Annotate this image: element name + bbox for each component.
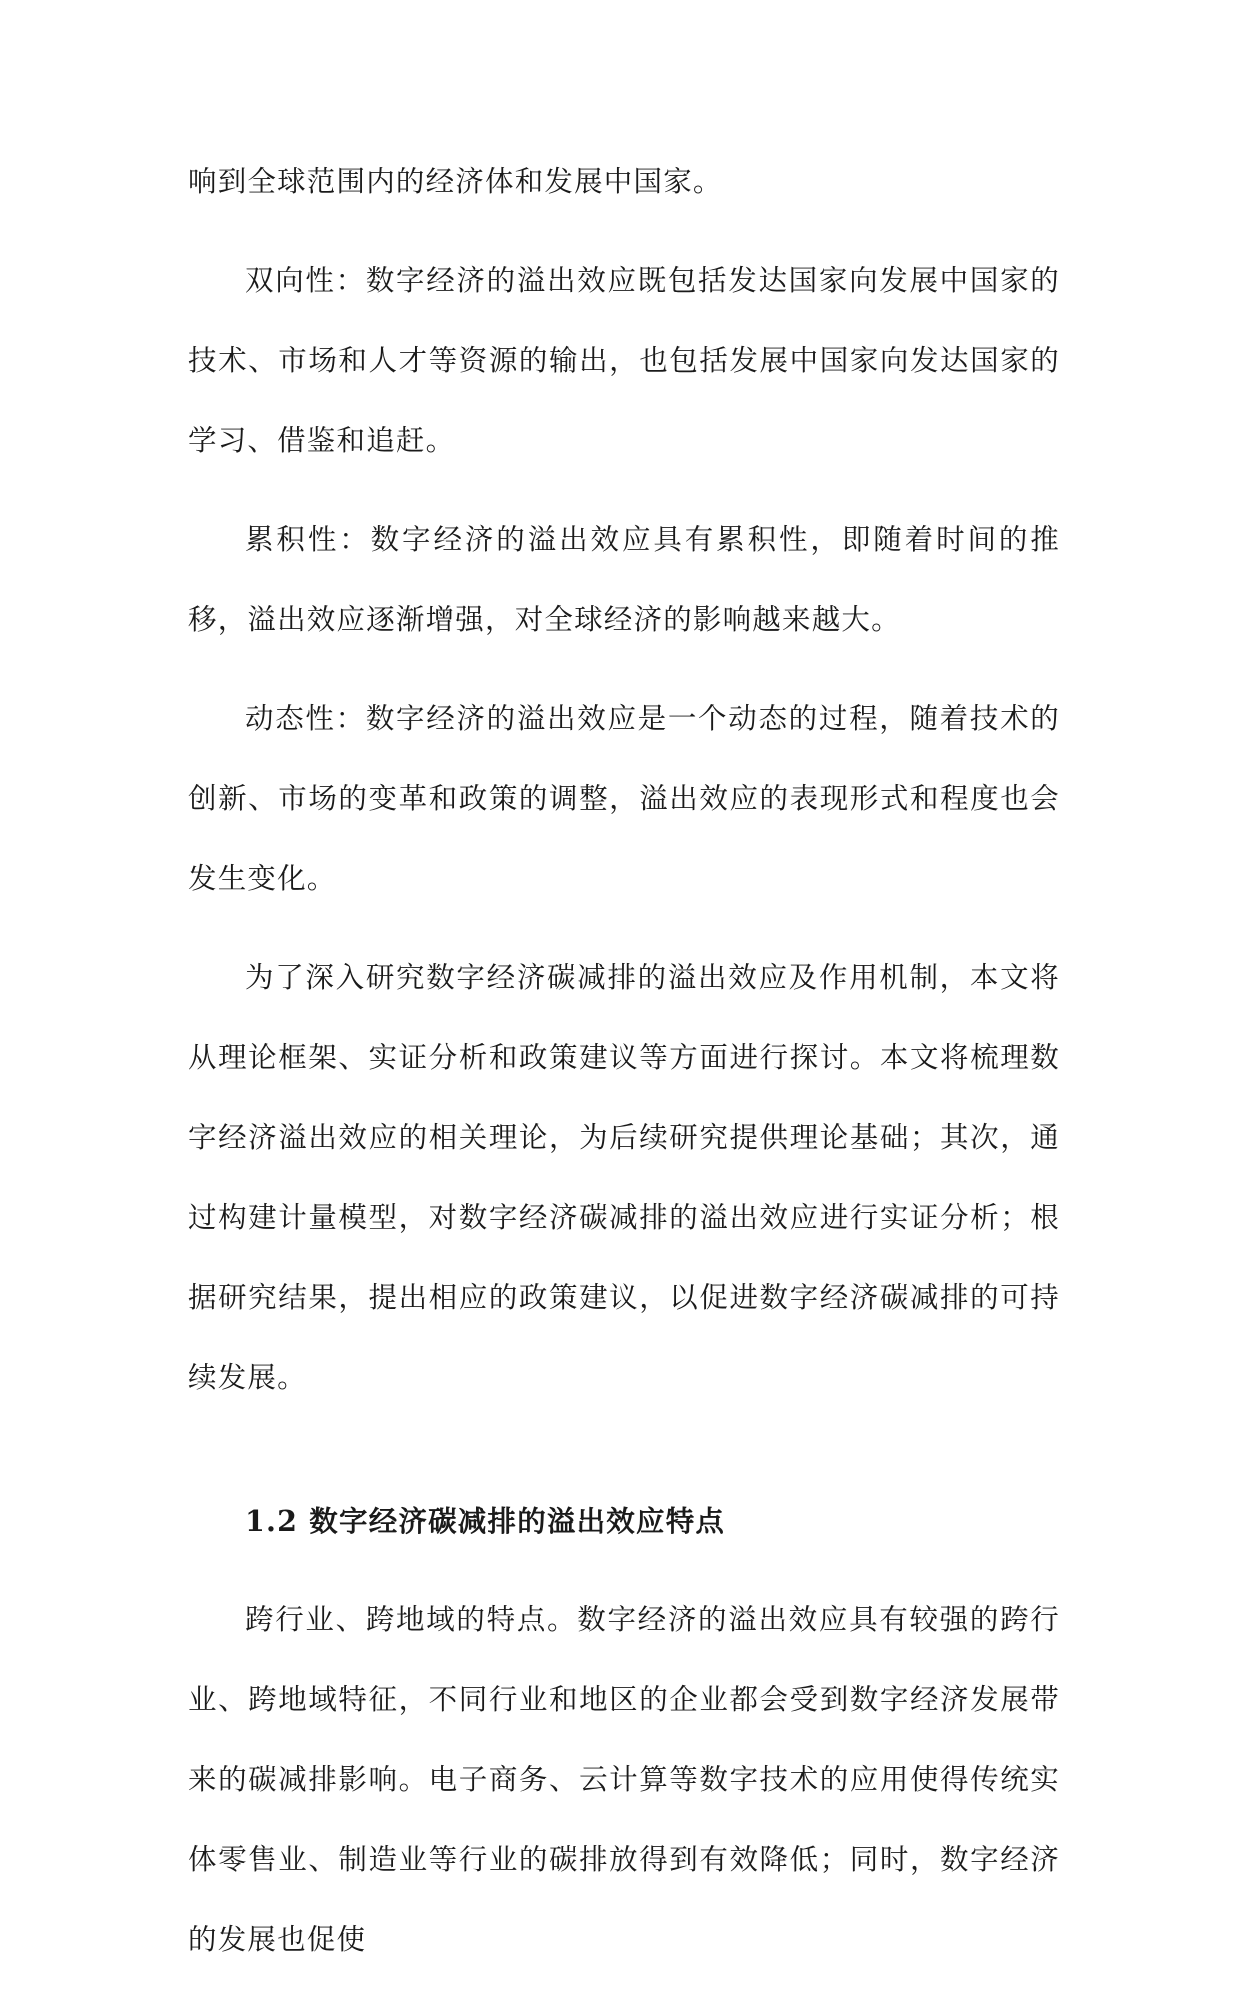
section-heading: 1.2 数字经济碳减排的溢出效应特点 — [245, 1504, 726, 1538]
paragraph-cross-industry: 跨行业、跨地域的特点。数字经济的溢出效应具有较强的跨行业、跨地域特征，不同行业和地区的企业都会受到数字经济发展带来的碳减排影响。电子商务、云计算等数字技术的应用使得传统实体零售业、制造业等行业的碳排放得到有效降低；同时，数字经济的发展也促使 — [188, 1603, 1060, 1956]
paragraph-research-outline: 为了深入研究数字经济碳减排的溢出效应及作用机制，本文将从理论框架、实证分析和政策建议等方面进行探讨。本文将梳理数字经济溢出效应的相关理论，为后续研究提供理论基础；其次，通过构建计量模型，对数字经济碳减排的溢出效应进行实证分析；根据研究结果，提出相应的政策建议，以促进数字经济碳减排的可持续发展。 — [188, 961, 1060, 1394]
document-page — [188, 142, 1060, 1999]
paragraph-cumulativeness: 累积性：数字经济的溢出效应具有累积性，即随着时间的推移，溢出效应逐渐增强，对全球经济的影响越来越大。 — [188, 523, 1060, 636]
paragraph-dynamics: 动态性：数字经济的溢出效应是一个动态的过程，随着技术的创新、市场的变革和政策的调整，溢出效应的表现形式和程度也会发生变化。 — [188, 702, 1060, 895]
paragraph-continuation: 响到全球范围内的经济体和发展中国家。 — [188, 165, 723, 198]
paragraph-bidirectionality: 双向性：数字经济的溢出效应既包括发达国家向发展中国家的技术、市场和人才等资源的输出，也包括发展中国家向发达国家的学习、借鉴和追赶。 — [188, 264, 1060, 457]
